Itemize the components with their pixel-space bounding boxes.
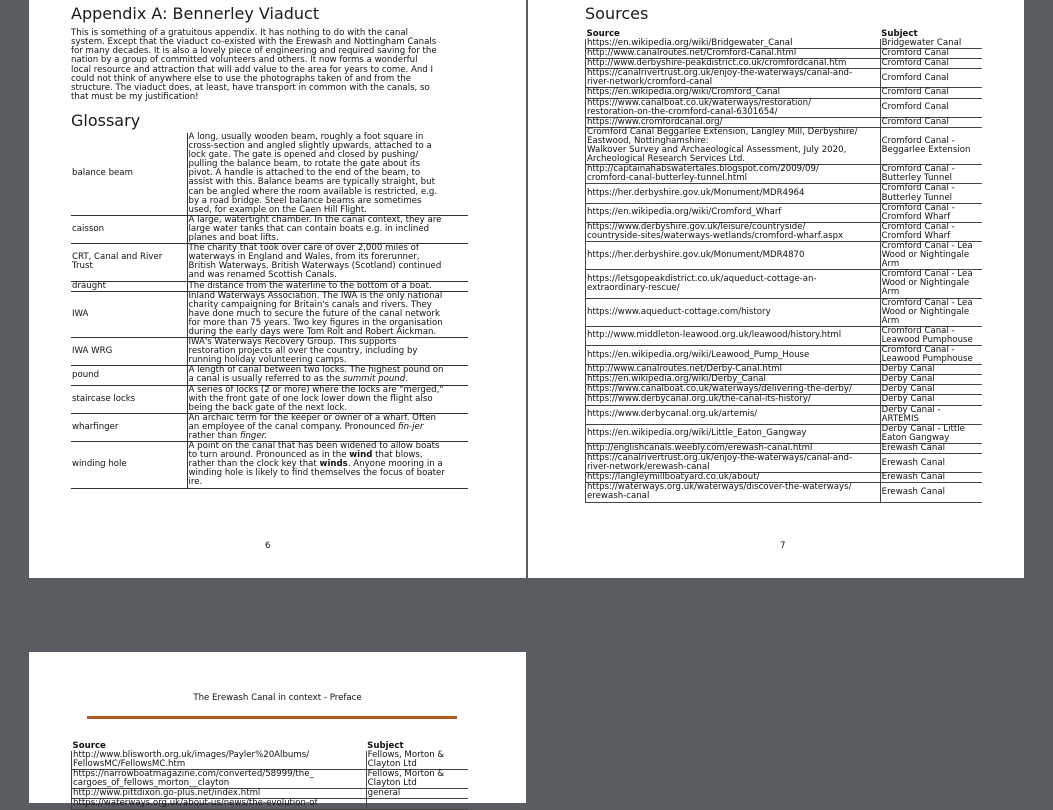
page-number: 6 <box>265 541 271 551</box>
glossary-def-line: charity campaigning for Britain's canals and rivers. They <box>188 299 432 310</box>
source-row <box>586 405 983 424</box>
source-cell <box>72 799 367 809</box>
page-8 <box>29 652 526 809</box>
subject-line: Derby Canal <box>881 394 935 405</box>
subject-cell <box>880 59 982 69</box>
source-row <box>586 88 983 98</box>
source-line: https://en.wikipedia.org/wiki/Derby_Canal <box>587 374 766 385</box>
source-row <box>586 326 983 345</box>
glossary-def-line: for more than 75 years. Two key figures in the organisation <box>188 317 443 328</box>
source-line: FellowsMC/FellowsMC.htm <box>73 759 186 770</box>
subject-line: ARTEMIS <box>881 413 919 424</box>
source-line: https://canalrivertrust.org.uk/enjoy-the-waterways/canal-and- <box>587 453 853 464</box>
glossary-def-line: large water tanks that can contain boats e.g. in inclined <box>188 223 430 234</box>
glossary-def-line: used, for example on the Caen Hill Flight. <box>188 204 367 215</box>
intro-line: that must be my justification! <box>71 92 199 103</box>
source-line: https://en.wikipedia.org/wiki/Cromford_Canal <box>587 87 781 98</box>
source-line: http://www.pittdixon.go-plus.net/index.html <box>73 788 261 799</box>
glossary-term <box>71 291 187 337</box>
subject-line: Erewash Canal <box>881 486 946 497</box>
column-header-subject: Subject <box>367 741 404 751</box>
subject-cell <box>880 88 982 98</box>
subject-line: Bridgewater Canal <box>881 38 962 48</box>
glossary-def-line: rather than the clock key that winds. Anyone mooring in a <box>188 459 443 470</box>
glossary-def-line: pulling the balance beam, to rotate the gate about its <box>188 159 421 170</box>
glossary-table <box>71 133 468 489</box>
source-line: https://www.canalboat.co.uk/waterways/delivering-the-derby/ <box>587 384 852 395</box>
subject-line: Wood or Nightingale <box>881 306 970 317</box>
source-row <box>586 443 983 453</box>
source-cell <box>586 165 881 184</box>
source-line: Cromford Canal Beggarlee Extension, Langley Mill, Derbyshire/ <box>587 126 858 137</box>
intro-line: nation by a group of committed volunteers and others. It now forms a wonderful <box>71 55 418 66</box>
source-line: cargoes_of_fellows_morton__clayton <box>73 778 230 789</box>
source-cell <box>586 98 881 117</box>
glossary-def-line: rather than finger. <box>188 431 268 441</box>
subject-line: Clayton Ltd <box>367 759 417 770</box>
source-line: https://narrowboatmagazine.com/converted/58999/the_ <box>73 769 314 780</box>
source-line: cromford-canal-butterley-tunnel.html <box>587 173 747 184</box>
glossary-definition <box>187 133 468 215</box>
glossary-def-line: cross-section and angled slightly upwards, attached to a <box>188 141 432 152</box>
subject-line: Eaton Gangway <box>881 432 950 443</box>
source-row <box>586 298 983 326</box>
source-line: https://www.derbyshire.gov.uk/leisure/countryside/ <box>587 221 806 232</box>
source-line: https://canalrivertrust.org.uk/enjoy-the-waterways/canal-and- <box>587 68 853 79</box>
subject-cell <box>366 789 468 799</box>
source-cell <box>72 751 367 770</box>
subject-cell <box>880 49 982 59</box>
source-row <box>586 270 983 298</box>
glossary-def-line: A long, usually wooden beam, roughly a foot square in <box>188 132 424 142</box>
glossary-def-line: and was renamed Scottish Canals. <box>188 270 337 281</box>
source-line: http://www.derbyshire-peakdistrict.co.uk/cromfordcanal.htm <box>587 58 847 69</box>
subject-cell <box>880 241 982 269</box>
glossary-definition <box>187 291 468 337</box>
glossary-term-line: IWA <box>72 308 89 319</box>
subject-cell <box>880 165 982 184</box>
glossary-def-line: winding hole is likely to find themselves the focus of boater <box>188 468 445 479</box>
source-line: http://www.canalroutes.net/Cromford-Canal.html <box>587 48 797 59</box>
glossary-term-line: caisson <box>72 223 105 234</box>
glossary-def-line: can be angled where the room available is restricted, e.g. <box>188 186 438 197</box>
subject-line: Cromford Canal - Lea <box>881 240 973 251</box>
subject-cell <box>880 222 982 241</box>
source-row <box>586 222 983 241</box>
glossary-def-line: A point on the canal that has been widened to allow boats <box>188 441 440 452</box>
glossary-def-line: A series of locks (2 or more) where the locks are "merged," <box>188 384 444 395</box>
page-7 <box>528 0 1024 578</box>
subject-line: Cromford Wharf <box>881 230 951 241</box>
subject-cell <box>880 405 982 424</box>
source-cell <box>586 483 881 502</box>
subject-line: Butterley Tunnel <box>881 192 952 203</box>
glossary-title: Glossary <box>71 111 141 130</box>
subject-cell <box>880 473 982 483</box>
source-row <box>586 184 983 203</box>
glossary-def-line: The charity that took over care of over 2,000 miles of <box>188 243 419 254</box>
glossary-def-line: have done much to secure the future of the canal network <box>188 308 440 319</box>
source-row <box>586 117 983 127</box>
source-row <box>72 770 469 789</box>
source-row <box>586 483 983 502</box>
appendix-intro <box>71 29 471 102</box>
source-line: https://en.wikipedia.org/wiki/Little_Eaton_Gangway <box>587 428 807 439</box>
source-line: https://waterways.org.uk/about-us/news/the-evolution-of <box>73 798 318 809</box>
glossary-term <box>71 281 187 291</box>
glossary-term-line: balance beam <box>72 168 133 179</box>
glossary-def-line: a canal is usually referred to as the summit pound. <box>188 374 408 385</box>
source-cell <box>586 385 881 395</box>
source-cell <box>586 375 881 385</box>
glossary-term-line: pound <box>72 369 100 380</box>
subject-line: Derby Canal - <box>881 404 941 415</box>
page-6 <box>29 0 526 578</box>
source-row <box>72 751 469 770</box>
source-cell <box>586 69 881 88</box>
subject-line: Cromford Wharf <box>881 211 951 222</box>
source-line: http://englishcanals.weebly.com/erewash-canal.html <box>587 442 813 453</box>
source-cell <box>586 473 881 483</box>
intro-line: for many decades. It is also a lovely piece of engineering and required saving for the <box>71 46 437 57</box>
subject-cell <box>880 98 982 117</box>
source-row <box>586 127 983 164</box>
subject-line: Arm <box>881 287 900 298</box>
glossary-def-line: being the back gate of the next lock. <box>188 402 348 413</box>
subject-line: Cromford Canal <box>881 48 949 59</box>
source-line: https://en.wikipedia.org/wiki/Cromford_Wharf <box>587 207 782 218</box>
source-line: https://www.canalboat.co.uk/waterways/restoration/ <box>587 97 812 108</box>
subject-line: Cromford Canal <box>881 102 949 113</box>
subject-line: Cromford Canal - Lea <box>881 297 973 308</box>
source-row <box>586 49 983 59</box>
source-line: https://en.wikipedia.org/wiki/Leawood_Pump_House <box>587 349 810 360</box>
source-line: https://waterways.org.uk/waterways/discover-the-waterways/ <box>587 482 852 493</box>
subject-line: Erewash Canal <box>881 442 946 453</box>
sources-table <box>585 29 982 503</box>
subject-line: Derby Canal - Little <box>881 423 965 434</box>
subject-cell <box>366 770 468 789</box>
glossary-def-line: restoration projects all over the country, including by <box>188 346 418 357</box>
subject-cell <box>880 69 982 88</box>
source-row <box>586 375 983 385</box>
source-cell <box>586 270 881 298</box>
source-line: http://www.middleton-leawood.org.uk/leawood/history.html <box>587 330 842 341</box>
glossary-def-line: to turn around. Pronounced as in the wind that blows, <box>188 450 423 461</box>
glossary-row <box>71 413 468 441</box>
glossary-term <box>71 338 187 366</box>
glossary-definition <box>187 413 468 441</box>
subject-line: Derby Canal <box>881 364 935 375</box>
source-line: countryside-sites/waterways-wetlands/cromford-wharf.aspx <box>587 230 844 241</box>
source-line: Walkover Survey and Archaeological Assessment, July 2020, <box>587 145 847 156</box>
subject-line: Leawood Pumphouse <box>881 354 973 365</box>
subject-line: Cromford Canal <box>881 58 949 69</box>
subject-line: Erewash Canal <box>881 472 946 483</box>
source-cell <box>586 222 881 241</box>
subject-cell <box>880 483 982 502</box>
source-row <box>586 98 983 117</box>
source-line: https://her.derbyshire.gov.uk/Monument/MDR4964 <box>587 187 805 198</box>
subject-line: Fellows, Morton & <box>367 750 445 760</box>
source-line: https://www.cromfordcanal.org/ <box>587 116 723 127</box>
glossary-row <box>71 133 468 215</box>
subject-cell <box>880 424 982 443</box>
glossary-row <box>71 385 468 413</box>
subject-cell <box>880 203 982 222</box>
source-cell <box>586 117 881 127</box>
subject-line: Cromford Canal - <box>881 202 955 213</box>
glossary-def-line: assist with this. Balance beams are typically straight, but <box>188 177 435 188</box>
column-header-subject: Subject <box>881 29 918 39</box>
source-row <box>72 799 469 809</box>
subject-line: Arm <box>881 259 900 270</box>
glossary-def-line: A length of canal between two locks. The highest pound on <box>188 365 444 376</box>
sources-title: Sources <box>585 4 649 23</box>
subject-line: Cromford Canal - <box>881 135 955 146</box>
glossary-def-line: A large, watertight chamber. In the canal context, they are <box>188 214 442 225</box>
source-cell <box>586 241 881 269</box>
glossary-def-line: during the early days were Tom Rolt and Robert Aickman. <box>188 326 437 337</box>
header-rule <box>87 716 457 719</box>
source-cell <box>586 405 881 424</box>
source-row <box>586 365 983 375</box>
source-row <box>586 454 983 473</box>
glossary-term <box>71 385 187 413</box>
glossary-term <box>71 442 187 488</box>
glossary-definition <box>187 338 468 366</box>
subject-line: Beggarlee Extension <box>881 145 971 156</box>
glossary-def-line: running holiday volunteering camps. <box>188 355 347 366</box>
subject-line: Derby Canal <box>881 384 935 395</box>
source-line: river-network/cromford-canal <box>587 77 713 88</box>
subject-cell <box>880 395 982 405</box>
subject-cell <box>880 117 982 127</box>
source-line: https://www.derbycanal.org.uk/artemis/ <box>587 409 758 420</box>
intro-line: structure. The viaduct does, at least, have transport in common with the canals, so <box>71 82 430 93</box>
source-row <box>586 59 983 69</box>
subject-cell <box>880 298 982 326</box>
glossary-term <box>71 215 187 243</box>
glossary-definition <box>187 366 468 385</box>
source-cell <box>586 326 881 345</box>
subject-cell <box>880 346 982 365</box>
subject-cell <box>880 184 982 203</box>
subject-line: Arm <box>881 315 900 326</box>
glossary-definition <box>187 281 468 291</box>
glossary-definition <box>187 442 468 488</box>
source-cell <box>586 59 881 69</box>
source-row <box>586 385 983 395</box>
glossary-term-line: draught <box>72 280 106 291</box>
source-line: http://www.blisworth.org.uk/images/Payler%20Albums/ <box>73 750 310 760</box>
source-line: http://www.canalroutes.net/Derby-Canal.html <box>587 364 782 375</box>
subject-line: Cromford Canal - <box>881 164 955 175</box>
source-cell <box>586 346 881 365</box>
subject-cell <box>880 375 982 385</box>
subject-line: Cromford Canal - <box>881 325 955 336</box>
subject-line: Cromford Canal - Lea <box>881 269 973 280</box>
glossary-row <box>71 244 468 281</box>
source-cell <box>586 298 881 326</box>
source-row <box>586 424 983 443</box>
source-cell <box>586 365 881 375</box>
glossary-definition <box>187 244 468 281</box>
glossary-def-line: by a road bridge. Steel balance beams are sometimes <box>188 195 422 206</box>
subject-line: Cromford Canal - <box>881 345 955 355</box>
glossary-def-line: Inland Waterways Association. The IWA is the only national <box>188 290 443 301</box>
source-line: https://www.aqueduct-cottage.com/history <box>587 306 771 317</box>
source-cell <box>586 88 881 98</box>
source-cell <box>72 789 367 799</box>
glossary-row <box>71 291 468 337</box>
subject-line: Fellows, Morton & <box>367 769 445 780</box>
subject-line: Clayton Ltd <box>367 778 417 789</box>
source-line: http://captainahabswatertales.blogspot.com/2009/09/ <box>587 164 819 175</box>
glossary-term <box>71 244 187 281</box>
subject-line: Wood or Nightingale <box>881 278 970 289</box>
glossary-row <box>71 366 468 385</box>
subject-line: Derby Canal <box>881 374 935 385</box>
source-row <box>586 346 983 365</box>
subject-cell <box>880 127 982 164</box>
glossary-term <box>71 366 187 385</box>
source-cell <box>586 443 881 453</box>
source-line: https://langleymillboatyard.co.uk/about/ <box>587 472 760 483</box>
source-line: https://her.derbyshire.gov.uk/Monument/MDR4870 <box>587 250 805 261</box>
page-number: 7 <box>780 541 786 551</box>
source-line: https://www.derbycanal.org.uk/the-canal-its-history/ <box>587 394 811 405</box>
subject-cell <box>880 443 982 453</box>
column-header-source: Source <box>72 741 106 751</box>
source-cell <box>586 184 881 203</box>
source-cell <box>586 395 881 405</box>
subject-line: general <box>367 788 401 799</box>
glossary-def-line: An archaic term for the keeper or owner of a wharf. Often <box>188 412 436 423</box>
subject-line: Cromford Canal - <box>881 183 955 194</box>
source-row <box>586 473 983 483</box>
intro-line: could not think of anywhere else to use the photographs taken of and from the <box>71 73 412 84</box>
source-line: https://en.wikipedia.org/wiki/Bridgewater_Canal <box>587 38 793 48</box>
intro-line: system. Except that the viaduct co-existed with the Erewash and Nottingham Canals <box>71 37 437 48</box>
subject-line: Butterley Tunnel <box>881 173 952 184</box>
source-row <box>586 69 983 88</box>
subject-cell <box>880 385 982 395</box>
glossary-def-line: ire. <box>188 477 203 488</box>
appendix-title: Appendix A: Bennerley Viaduct <box>71 4 320 23</box>
subject-cell <box>366 751 468 770</box>
glossary-term-line: CRT, Canal and River <box>72 252 163 263</box>
source-cell <box>586 203 881 222</box>
glossary-def-line: pivot. A handle is attached to the end of the beam, to <box>188 168 421 179</box>
glossary-row <box>71 338 468 366</box>
source-cell <box>586 424 881 443</box>
source-line: erewash-canal <box>587 491 650 502</box>
subject-line: Erewash Canal <box>881 457 946 468</box>
glossary-definition <box>187 215 468 243</box>
subject-line: Cromford Canal - <box>881 221 955 232</box>
source-line: river-network/erewash-canal <box>587 462 710 473</box>
source-row <box>586 203 983 222</box>
glossary-row <box>71 281 468 291</box>
source-row <box>586 165 983 184</box>
sources-table <box>71 741 468 810</box>
subject-line: Cromford Canal <box>881 116 949 127</box>
glossary-def-line: waterways in England and Wales, from its forerunner, <box>188 252 420 263</box>
source-line: https://letsgopeakdistrict.co.uk/aqueduct-cottage-an- <box>587 273 817 284</box>
source-line: restoration-on-the-cromford-canal-6301654/ <box>587 106 778 117</box>
subject-line: Wood or Nightingale <box>881 250 970 261</box>
glossary-def-line: The distance from the waterline to the bottom of a boat. <box>188 280 432 291</box>
subject-cell <box>880 365 982 375</box>
source-cell <box>72 770 367 789</box>
glossary-term <box>71 133 187 215</box>
glossary-def-line: an employee of the canal company. Pronounced fin-jer <box>188 421 424 432</box>
source-row <box>586 395 983 405</box>
subject-line: Leawood Pumphouse <box>881 334 973 345</box>
column-header-source: Source <box>586 29 620 39</box>
glossary-term-line: staircase locks <box>72 393 136 404</box>
intro-line: local resource and attraction that will add value to the area for years to come. And I <box>71 64 434 75</box>
subject-cell <box>880 454 982 473</box>
glossary-def-line: planes and boat lifts. <box>188 233 279 244</box>
subject-cell <box>366 799 468 809</box>
source-line: extraordinary-rescue/ <box>587 282 680 293</box>
glossary-term-line: wharfinger <box>72 421 119 432</box>
glossary-term <box>71 413 187 441</box>
glossary-row <box>71 215 468 243</box>
intro-line: This is something of a gratuitous appendix. It has nothing to do with the canal <box>71 28 408 38</box>
source-cell <box>586 49 881 59</box>
glossary-def-line: British Waterways. British Waterways (Scotland) continued <box>188 261 442 272</box>
glossary-def-line: IWA's Waterways Recovery Group. This supports <box>188 337 397 348</box>
source-line: Eastwood, Nottinghamshire: <box>587 135 709 146</box>
glossary-term-line: Trust <box>72 261 93 272</box>
source-row <box>72 789 469 799</box>
source-cell <box>586 127 881 164</box>
subject-cell <box>880 270 982 298</box>
glossary-row <box>71 442 468 488</box>
glossary-definition <box>187 385 468 413</box>
subject-line: Cromford Canal <box>881 87 949 98</box>
glossary-def-line: with the front gate of one lock lower down the flight also <box>188 393 433 404</box>
source-row <box>586 241 983 269</box>
glossary-def-line: lock gate. The gate is opened and closed by pushing/ <box>188 150 419 161</box>
subject-cell <box>880 326 982 345</box>
glossary-term-line: IWA WRG <box>72 346 113 357</box>
glossary-term-line: winding hole <box>72 459 127 470</box>
source-line: Archeological Research Services Ltd. <box>587 154 746 165</box>
source-cell <box>586 454 881 473</box>
subject-line: Cromford Canal <box>881 72 949 83</box>
running-header: The Erewash Canal in context - Preface <box>193 693 362 703</box>
